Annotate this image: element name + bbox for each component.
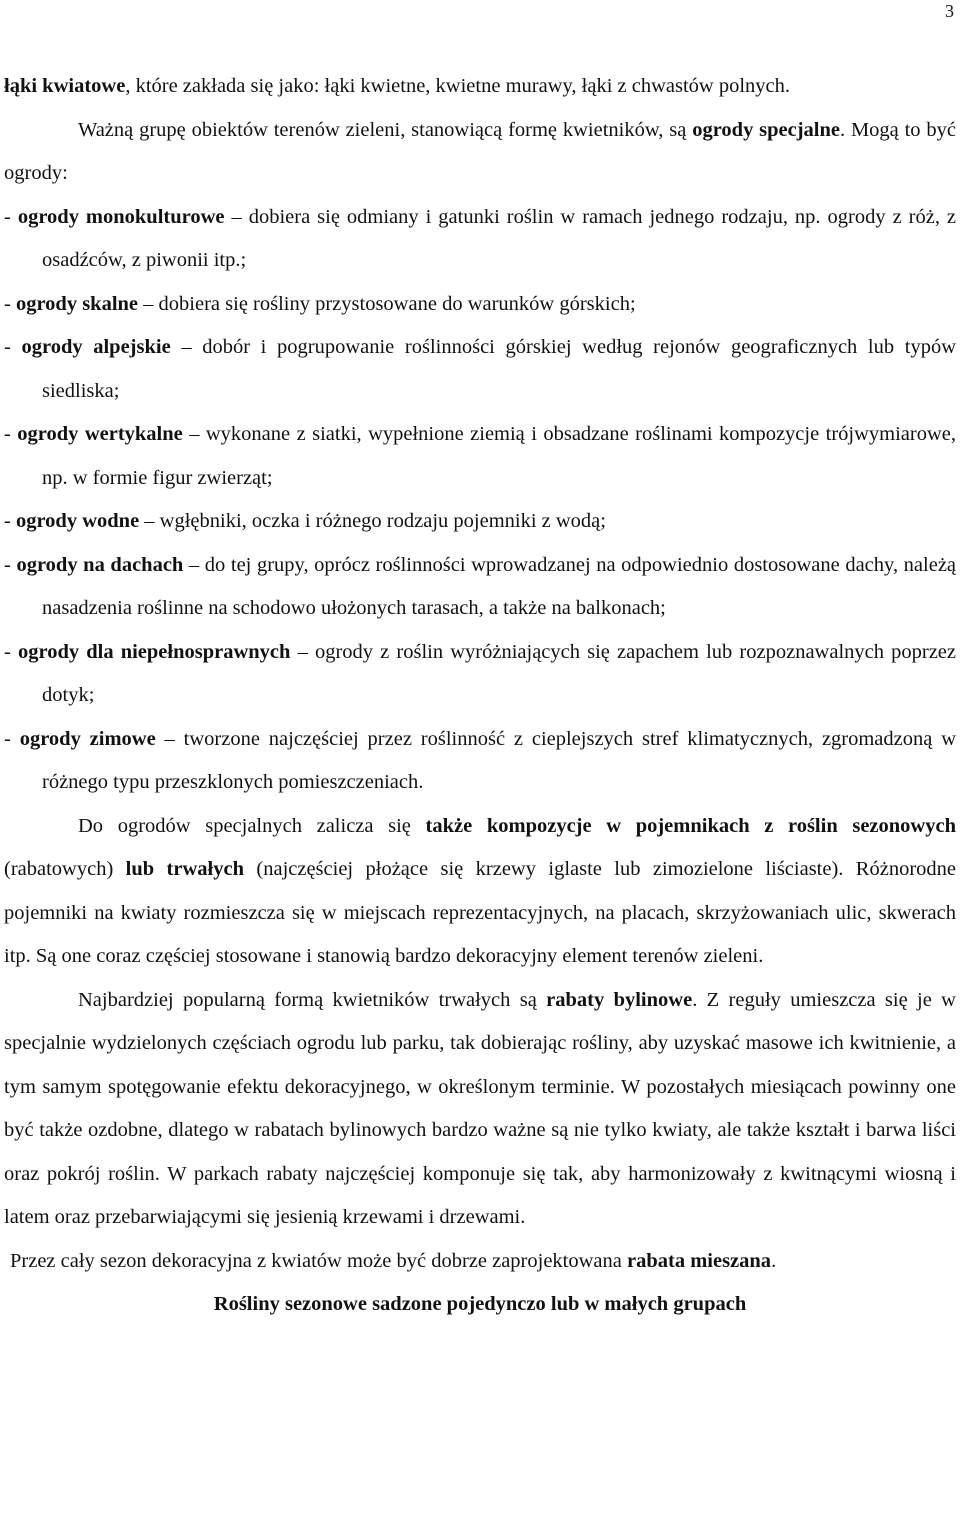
list-item: - ogrody zimowe – tworzone najczęściej przez roślinność z cieplejszych stref klimatycznych, zgromadzoną w różnego typu przeszklonych pomieszczeniach. xyxy=(4,727,957,793)
paragraph-ogrody-specjalne: Ważną grupę obiektów terenów zieleni, stanowiącą formę kwietników, są ogrody specjalne. Mogą to być ogrody: xyxy=(4,118,956,184)
bold-term: ogrody na dachach xyxy=(16,553,184,576)
bold-term: ogrody wertykalne xyxy=(17,423,183,445)
bold-term: ogrody dla niepełnosprawnych xyxy=(17,640,291,663)
page-number: 3 xyxy=(945,1,954,21)
bold-term: ogrody specjalne xyxy=(692,118,840,141)
list-item: - ogrody skalne – dobiera się rośliny przystosowane do warunków górskich; xyxy=(4,292,636,315)
list-item: - ogrody wertykalne – wykonane z siatki, wypełnione ziemią i obsadzane roślinami kompozycje trójwymiarowe, np. w formie figur zwierząt; xyxy=(4,423,957,489)
bold-term: lub trwałych xyxy=(125,858,244,880)
paragraph-laki: łąki kwiatowe, które zakłada się jako: łąki kwietne, kwietne murawy, łąki z chwastów polnych. xyxy=(4,75,791,97)
bold-term: ogrody monokulturowe xyxy=(17,205,225,228)
paragraph-rabata-mieszana: Przez cały sezon dekoracyjna z kwiatów może być dobrze zaprojektowana rabata mieszana. xyxy=(10,1249,777,1272)
bold-term: rabata mieszana xyxy=(627,1249,772,1272)
bold-term: ogrody skalne xyxy=(15,292,139,315)
list-item: - ogrody alpejskie – dobór i pogrupowanie roślinności górskiej według rejonów geograficznych lub typów siedliska; xyxy=(4,336,957,402)
garden-type-list xyxy=(4,196,956,805)
list-item: - ogrody dla niepełnosprawnych – ogrody z roślin wyróżniających się zapachem lub rozpoznawalnych poprzez dotyk; xyxy=(4,640,956,706)
bold-term: łąki kwiatowe xyxy=(4,75,126,97)
document-body xyxy=(4,65,956,1327)
paragraph-pojemniki: Do ogrodów specjalnych zalicza się także kompozycje w pojemnikach z roślin sezonowych (rabatowych) lub trwałych (najczęściej płożące się krzewy iglaste lub zimozielone liściaste). Różnorodne pojemniki na kwiaty rozmieszcza się w miejscach reprezentacyjnych, na placach, skrzyżowaniach ulic, skwerach itp. Są one coraz częściej stosowane i stanowią bardzo dekoracyjny element terenów zieleni. xyxy=(4,814,956,967)
section-heading: Rośliny sezonowe sadzone pojedynczo lub w małych grupach xyxy=(213,1293,747,1315)
bold-term: także kompozycje w pojemnikach z roślin sezonowych xyxy=(425,814,956,837)
bold-term: ogrody zimowe xyxy=(19,727,156,750)
list-item: - ogrody wodne – wgłębniki, oczka i różnego rodzaju pojemniki z wodą; xyxy=(4,510,606,532)
list-item: - ogrody monokulturowe – dobiera się odmiany i gatunki roślin w ramach jednego rodzaju, np. ogrody z róż, z osadźców, z piwonii itp.; xyxy=(4,205,957,271)
bold-term: ogrody wodne xyxy=(15,510,140,532)
bold-term: ogrody alpejskie xyxy=(21,336,171,358)
list-item: - ogrody na dachach – do tej grupy, oprócz roślinności wprowadzanej na odpowiednio dostosowane dachy, należą nasadzenia roślinne na schodowo ułożonych tarasach, a także na balkonach; xyxy=(4,553,957,619)
bold-term: rabaty bylinowe xyxy=(546,988,693,1011)
paragraph-rabaty-bylinowe: Najbardziej popularną formą kwietników trwałych są rabaty bylinowe. Z reguły umieszcza się je w specjalnie wydzielonych częściach ogrodu lub parku, tak dobierając rośliny, aby uzyskać masowe ich kwitnienie, a tym samym spotęgowanie efektu dekoracyjnego, w określonym terminie. W pozostałych miesiącach powinny one być także ozdobne, dlatego w rabatach bylinowych bardzo ważne są nie tylko kwiaty, ale także kształt i barwa liści oraz pokrój roślin. W parkach rabaty najczęściej komponuje się tak, aby harmonizowały z kwitnącymi wiosną i latem oraz przebarwiającymi się jesienią krzewami i drzewami. xyxy=(4,988,956,1228)
